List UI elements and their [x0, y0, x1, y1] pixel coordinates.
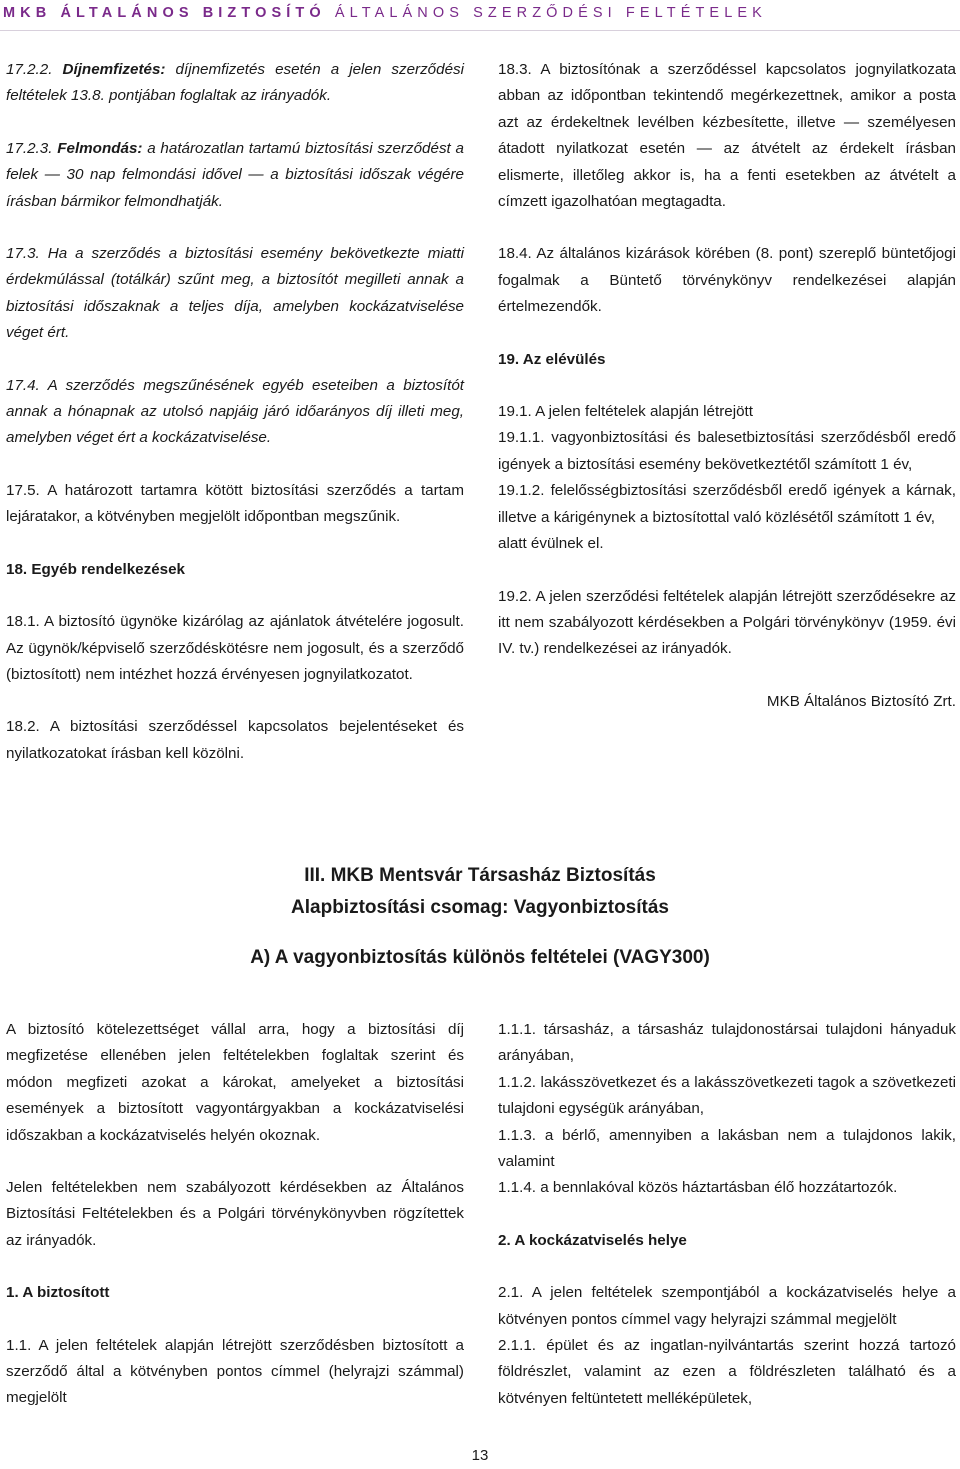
paragraph-1-1-4: 1.1.4. a bennlakóval közös háztartásban élő hozzátartozók.: [498, 1179, 898, 1197]
paragraph-19-2: 19.2. A jelen szerződési feltételek alapján létrejött szerződésekre az itt nem szabályozott kérdésekben a Polgári törvénykönyv (1959. évi IV. tv.) rendelkezései az irányadók.: [498, 587, 956, 658]
right-column-bottom: [498, 1017, 956, 1438]
running-header: [0, 0, 960, 26]
section-heading-18: 18. Egyéb rendelkezések: [6, 560, 185, 578]
left-column-top: [6, 57, 464, 793]
header-company: MKB ÁLTALÁNOS BIZTOSÍTÓ: [3, 5, 326, 21]
paragraph-2-1-1: 2.1.1. épület és az ingatlan-nyilvántartás szerint hozzá tartozó földrészlet, valamint az ezen a földrészleten található és a kötvényen feltüntetett melléképületek,: [498, 1337, 956, 1407]
right-column-top: [498, 57, 956, 741]
part-a-title: A) A vagyonbiztosítás különös feltételei (VAGY300): [250, 947, 710, 968]
paragraph-17-2-2: 17.2.2. Díjnemfizetés: díjnemfizetés esetén a jelen szerződési feltételek 13.8. pontjában foglaltak az irányadók.: [6, 61, 464, 105]
section-heading-2: 2. A kockázatviselés helye: [498, 1231, 687, 1249]
section-title-iii: III. MKB Mentsvár Társasház Biztosítás: [304, 865, 656, 886]
paragraph-19-1-1: 19.1.1. vagyonbiztosítási és balesetbiztosítási szerződésből eredő igények a biztosítási esemény bekövetkeztétől számított 1 év,: [498, 429, 956, 473]
company-signature: MKB Általános Biztosító Zrt.: [766, 692, 956, 710]
paragraph-1-1: 1.1. A jelen feltételek alapján létrejött szerződésben biztosított a szerződő által a kötvényben pontos címmel (helyrajzi számmal) megjelölt: [6, 1336, 464, 1407]
paragraph-18-1: 18.1. A biztosító ügynöke kizárólag az ajánlatok átvételére jogosult. Az ügynök/képviselő szerződéskötésre nem jogosult, és a szerződő (biztosított) nem intézhet hozzá érvényesen jognyilatkozatot.: [6, 613, 464, 683]
paragraph-18-3: 18.3. A biztosítónak a szerződéssel kapcsolatos jognyilatkozata abban az időpontban tekintendő megérkezettnek, amikor a posta azt az érdekeltnek levélben kézbesítette, illetve — személyesen átadott nyilatkozat esetén — az átvételt az érdekelt írásban elismerte, illetőleg akkor is, ha a fenti esetekben az átvételt a címzett igazolhatóan megtagadta.: [498, 61, 956, 211]
section-heading-19: 19. Az elévülés: [498, 350, 606, 368]
paragraph-18-4: 18.4. Az általános kizárások körében (8. pont) szereplő büntetőjogi fogalmak a Büntető törvénykönyv rendelkezései alapján értelmezendők.: [498, 245, 956, 316]
paragraph-1-1-3: 1.1.3. a bérlő, amennyiben a lakásban nem a tulajdonos lakik, valamint: [498, 1126, 956, 1171]
paragraph-1-1-2: 1.1.2. lakásszövetkezet és a lakásszövetkezeti tagok a szövetkezeti tulajdoni egységük arányában,: [498, 1073, 956, 1118]
scope-paragraph: Jelen feltételekben nem szabályozott kérdésekben az Általános Biztosítási Feltételekben és a Polgári törvénykönyvben rögzítettek az irányadók.: [6, 1179, 464, 1249]
paragraph-17-5: 17.5. A határozott tartamra kötött biztosítási szerződés a tartam lejáratakor, a kötvényben megjelölt időpontban megszűnik.: [6, 481, 464, 526]
paragraph-2-1: 2.1. A jelen feltételek szempontjából a kockázatviselés helye a kötvényen pontos címmel vagy helyrajzi számmal megjelölt: [498, 1284, 956, 1328]
paragraph-19-1: 19.1. A jelen feltételek alapján létrejött: [498, 403, 753, 421]
intro-paragraph: A biztosító kötelezettséget vállal arra, hogy a biztosítási díj megfizetése ellenében jelen feltételekben foglaltak szerint és módon megfizeti azokat a károkat, amelyeket a biztosítási események a biztosított vagyontárgyakban a kockázatviselési időszakban a kockázatviselés helyén okoznak.: [6, 1021, 464, 1144]
section-subtitle: Alapbiztosítási csomag: Vagyonbiztosítás: [291, 897, 669, 918]
paragraph-17-3: 17.3. Ha a szerződés a biztosítási esemény bekövetkezte miatti érdekmúlással (totálkár) szűnt meg, a biztosítót megilleti annak a biztosítási időszaknak a teljes díja, amelyben kockázatviselése véget ért.: [6, 245, 464, 342]
header-doc-title: ÁLTALÁNOS SZERZŐDÉSI FELTÉTELEK: [334, 5, 767, 21]
paragraph-17-2-3: 17.2.3. Felmondás: a határozatlan tartamú biztosítási szerződést a felek — 30 nap felmondási idővel — a biztosítási időszak végére írásban bármikor felmondhatják.: [6, 139, 464, 210]
left-column-bottom: [6, 1017, 464, 1438]
paragraph-17-4: 17.4. A szerződés megszűnésének egyéb eseteiben a biztosítót annak a hónapnak az utolsó napjáig járó időarányos díj illeti meg, amelyben véget ért a kockázatviselése.: [6, 376, 464, 447]
paragraph-18-2: 18.2. A biztosítási szerződéssel kapcsolatos bejelentéseket és nyilatkozatokat írásban kell közölni.: [6, 718, 464, 762]
paragraph-19-1-2: 19.1.2. felelősségbiztosítási szerződésből eredő igények a kárnak, illetve a kárigénynek a biztosítottal való közlésétől számított 1 év,: [498, 482, 956, 526]
page-number: 13: [471, 1447, 489, 1464]
section-heading-1: 1. A biztosított: [6, 1284, 110, 1302]
paragraph-19-1-end: alatt évülnek el.: [498, 535, 604, 553]
header-divider: [0, 30, 960, 31]
paragraph-1-1-1: 1.1.1. társasház, a társasház tulajdonostársai tulajdoni hányaduk arányában,: [498, 1021, 956, 1065]
section-title-block: [0, 860, 960, 924]
